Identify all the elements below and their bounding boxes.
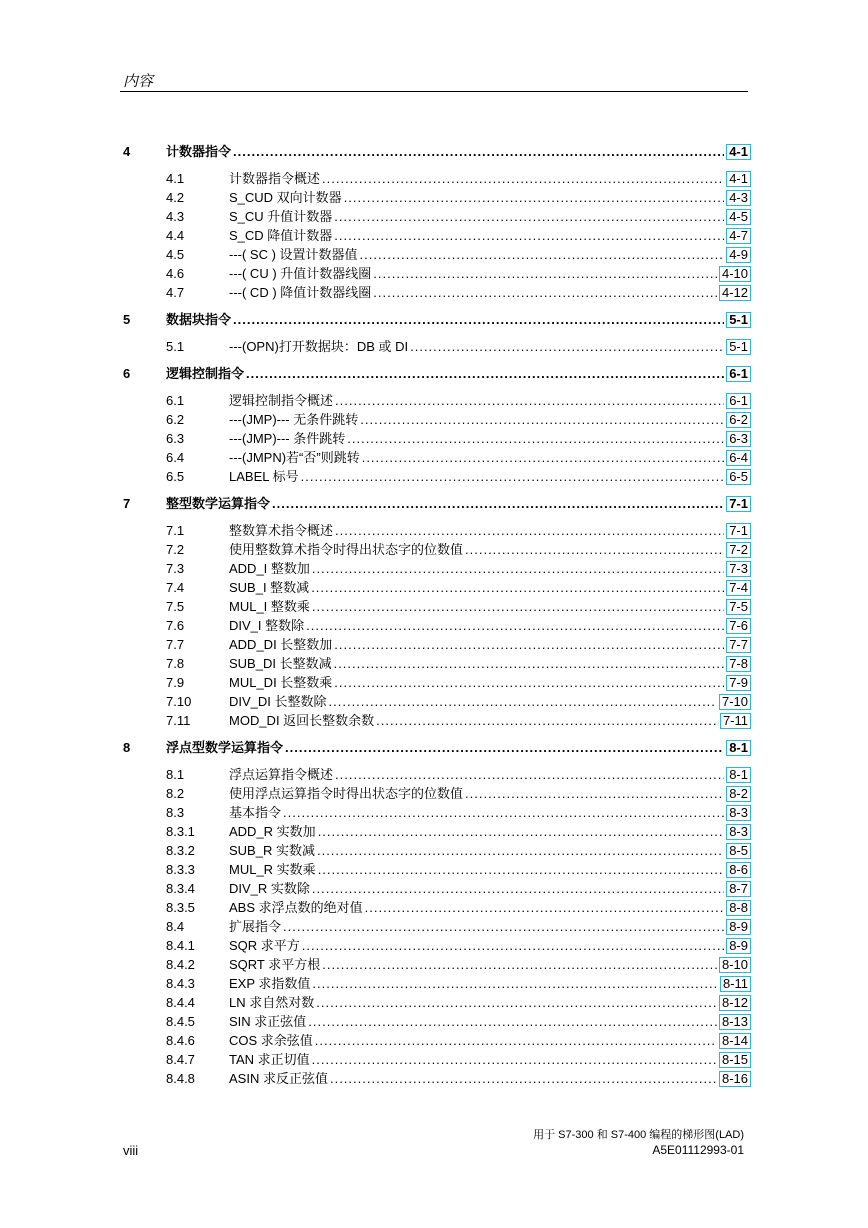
toc-entry-title: ---(JMP)--- 无条件跳转 bbox=[229, 412, 359, 427]
toc-dot-leader bbox=[373, 264, 717, 283]
toc-section-entry[interactable] bbox=[123, 410, 751, 429]
toc-entry-number: 8.3.4 bbox=[166, 881, 195, 896]
toc-chapter-entry[interactable] bbox=[123, 364, 751, 383]
toc-entry-title: MUL_I 整数乘 bbox=[229, 599, 310, 614]
toc-section-entry[interactable] bbox=[123, 1031, 751, 1050]
toc-page-link[interactable]: 7-9 bbox=[726, 675, 751, 691]
toc-section-entry[interactable] bbox=[123, 803, 751, 822]
toc-entry-number: 6.4 bbox=[166, 450, 185, 465]
toc-page-link[interactable]: 7-8 bbox=[726, 656, 751, 672]
toc-entry-number: 6.3 bbox=[166, 431, 185, 446]
toc-entry-number: 8.3.3 bbox=[166, 862, 195, 877]
toc-dot-leader bbox=[312, 1050, 717, 1069]
toc-dot-leader bbox=[365, 898, 725, 917]
toc-section-entry[interactable] bbox=[123, 765, 751, 784]
toc-entry-title: 使用浮点运算指令时得出状态字的位数值 bbox=[229, 786, 464, 801]
toc-section-entry[interactable] bbox=[123, 337, 751, 356]
toc-entry-title: S_CUD 双向计数器 bbox=[229, 190, 342, 205]
toc-entry-number: 8.4.5 bbox=[166, 1014, 195, 1029]
toc-entry-title: ---(JMPN)若“否”则跳转 bbox=[229, 450, 360, 465]
toc-section-entry[interactable] bbox=[123, 540, 751, 559]
toc-entry-title: MOD_DI 返回长整数余数 bbox=[229, 713, 375, 728]
toc-entry-number: 7.8 bbox=[166, 656, 185, 671]
toc-entry-number: 4.6 bbox=[166, 266, 185, 281]
toc-page-link[interactable]: 8-15 bbox=[719, 1052, 751, 1068]
toc-dot-leader bbox=[376, 711, 718, 730]
toc-section-entry[interactable] bbox=[123, 993, 751, 1012]
toc-dot-leader bbox=[283, 803, 724, 822]
toc-entry-title: S_CU 升值计数器 bbox=[229, 209, 333, 224]
toc-dot-leader bbox=[373, 283, 717, 302]
toc-dot-leader bbox=[302, 936, 724, 955]
toc-entry-title: ---( CU ) 升值计数器线圈 bbox=[229, 266, 372, 281]
toc-entry-title: DIV_DI 长整数除 bbox=[229, 694, 327, 709]
toc-section-entry[interactable] bbox=[123, 654, 751, 673]
toc-entry-title: 扩展指令 bbox=[229, 919, 282, 934]
toc-section-entry[interactable] bbox=[123, 860, 751, 879]
toc-section-entry[interactable] bbox=[123, 692, 751, 711]
toc-entry-number: 4.5 bbox=[166, 247, 185, 262]
toc-entry-number: 4 bbox=[123, 144, 131, 159]
toc-entry-title: S_CD 降值计数器 bbox=[229, 228, 333, 243]
toc-page-link[interactable]: 6-1 bbox=[726, 393, 751, 409]
toc-section-entry[interactable] bbox=[123, 917, 751, 936]
toc-dot-leader bbox=[334, 673, 724, 692]
toc-dot-leader bbox=[246, 364, 724, 383]
toc-entry-title: ---(OPN)打开数据块：DB 或 DI bbox=[229, 339, 409, 354]
toc-page-link[interactable]: 4-12 bbox=[719, 285, 751, 301]
toc-entry-number: 4.3 bbox=[166, 209, 185, 224]
toc-entry-title: SUB_DI 长整数减 bbox=[229, 656, 332, 671]
toc-entry-number: 4.7 bbox=[166, 285, 185, 300]
toc-section-entry[interactable] bbox=[123, 226, 751, 245]
toc-entry-title: 逻辑控制指令概述 bbox=[229, 393, 334, 408]
toc-entry-number: 7.7 bbox=[166, 637, 185, 652]
toc-page-link[interactable]: 7-1 bbox=[726, 496, 751, 512]
toc-entry-title: ADD_R 实数加 bbox=[229, 824, 316, 839]
toc-entry-number: 7.10 bbox=[166, 694, 192, 709]
toc-section-entry[interactable] bbox=[123, 429, 751, 448]
toc-entry-number: 8.4.4 bbox=[166, 995, 195, 1010]
toc-entry-number: 4.2 bbox=[166, 190, 185, 205]
toc-dot-leader bbox=[272, 494, 724, 513]
toc-entry-number: 5 bbox=[123, 312, 131, 327]
toc-dot-leader bbox=[322, 169, 724, 188]
toc-page-link[interactable]: 7-6 bbox=[726, 618, 751, 634]
toc-page-link[interactable]: 8-16 bbox=[719, 1071, 751, 1087]
toc-page-link[interactable]: 8-3 bbox=[726, 805, 751, 821]
toc-dot-leader bbox=[335, 391, 724, 410]
toc-section-entry[interactable] bbox=[123, 169, 751, 188]
toc-page-link[interactable]: 8-9 bbox=[726, 938, 751, 954]
toc-page-link[interactable]: 4-1 bbox=[726, 144, 751, 160]
header-rule bbox=[120, 91, 748, 92]
toc-page-link[interactable]: 8-5 bbox=[726, 843, 751, 859]
toc-entry-title: 使用整数算术指令时得出状态字的位数值 bbox=[229, 542, 464, 557]
toc-entry-number: 7.5 bbox=[166, 599, 185, 614]
toc-dot-leader bbox=[316, 993, 717, 1012]
toc-entry-number: 8.3.5 bbox=[166, 900, 195, 915]
toc-entry-title: LABEL 标号 bbox=[229, 469, 299, 484]
toc-page-link[interactable]: 7-10 bbox=[719, 694, 751, 710]
toc-section-entry[interactable] bbox=[123, 245, 751, 264]
toc-dot-leader bbox=[306, 616, 724, 635]
toc-entry-title: MUL_DI 长整数乘 bbox=[229, 675, 333, 690]
toc-entry-number: 4.1 bbox=[166, 171, 185, 186]
toc-page-link[interactable]: 4-7 bbox=[726, 228, 751, 244]
toc-dot-leader bbox=[362, 448, 725, 467]
toc-page-link[interactable]: 5-1 bbox=[726, 312, 751, 328]
toc-page-link[interactable]: 8-9 bbox=[726, 919, 751, 935]
toc-entry-number: 7 bbox=[123, 496, 131, 511]
toc-page-link[interactable]: 7-1 bbox=[726, 523, 751, 539]
toc-section-entry[interactable] bbox=[123, 898, 751, 917]
toc-page-link[interactable]: 7-11 bbox=[720, 713, 751, 729]
toc-chapter-entry[interactable] bbox=[123, 494, 751, 513]
toc-entry-number: 7.4 bbox=[166, 580, 185, 595]
toc-dot-leader bbox=[360, 245, 725, 264]
toc-page-link[interactable]: 7-3 bbox=[726, 561, 751, 577]
toc-section-entry[interactable] bbox=[123, 597, 751, 616]
toc-entry-number: 7.9 bbox=[166, 675, 185, 690]
toc-entry-number: 6.1 bbox=[166, 393, 185, 408]
toc-entry-title: 浮点运算指令概述 bbox=[229, 767, 334, 782]
toc-page-link[interactable]: 8-1 bbox=[726, 767, 751, 783]
footer-manual-title: 用于 S7-300 和 S7-400 编程的梯形图(LAD) bbox=[533, 1129, 744, 1141]
toc-entry-number: 8.4.6 bbox=[166, 1033, 195, 1048]
toc-section-entry[interactable] bbox=[123, 879, 751, 898]
toc-page-link[interactable]: 6-4 bbox=[726, 450, 751, 466]
toc-entry-title: 逻辑控制指令 bbox=[166, 366, 245, 381]
toc-entry-title: SQRT 求平方根 bbox=[229, 957, 321, 972]
toc-entry-number: 8.4.1 bbox=[166, 938, 195, 953]
toc-section-entry[interactable] bbox=[123, 264, 751, 283]
toc-page-link[interactable]: 8-12 bbox=[719, 995, 751, 1011]
toc-dot-leader bbox=[334, 207, 724, 226]
toc-dot-leader bbox=[317, 841, 724, 860]
toc-entry-number: 7.3 bbox=[166, 561, 185, 576]
toc-dot-leader bbox=[335, 521, 724, 540]
toc-section-entry[interactable] bbox=[123, 467, 751, 486]
toc-page-link[interactable]: 6-1 bbox=[726, 366, 751, 382]
toc-dot-leader bbox=[334, 654, 725, 673]
toc-entry-number: 8 bbox=[123, 740, 131, 755]
toc-dot-leader bbox=[315, 1031, 717, 1050]
toc-dot-leader bbox=[410, 337, 724, 356]
toc-page-link[interactable]: 8-1 bbox=[726, 740, 751, 756]
toc-section-entry[interactable] bbox=[123, 841, 751, 860]
toc-section-entry[interactable] bbox=[123, 673, 751, 692]
toc-dot-leader bbox=[330, 1069, 717, 1088]
toc-entry-title: SUB_I 整数减 bbox=[229, 580, 310, 595]
toc-dot-leader bbox=[334, 226, 724, 245]
toc-page-link[interactable]: 6-2 bbox=[726, 412, 751, 428]
toc-section-entry[interactable] bbox=[123, 936, 751, 955]
toc-entry-title: SQR 求平方 bbox=[229, 938, 300, 953]
toc-page-link[interactable]: 7-5 bbox=[726, 599, 751, 615]
toc-dot-leader bbox=[308, 1012, 717, 1031]
toc-entry-title: LN 求自然对数 bbox=[229, 995, 315, 1010]
toc-page-link[interactable]: 8-6 bbox=[726, 862, 751, 878]
toc-section-entry[interactable] bbox=[123, 559, 751, 578]
toc-dot-leader bbox=[283, 917, 724, 936]
toc-page-link[interactable]: 4-3 bbox=[726, 190, 751, 206]
toc-section-entry[interactable] bbox=[123, 188, 751, 207]
toc-entry-title: ---( CD ) 降值计数器线圈 bbox=[229, 285, 372, 300]
toc-entry-number: 8.3.2 bbox=[166, 843, 195, 858]
toc-section-entry[interactable] bbox=[123, 955, 751, 974]
toc-page-link[interactable]: 8-10 bbox=[719, 957, 751, 973]
toc-section-entry[interactable] bbox=[123, 578, 751, 597]
toc-dot-leader bbox=[233, 142, 724, 161]
toc-entry-number: 5.1 bbox=[166, 339, 185, 354]
toc-section-entry[interactable] bbox=[123, 822, 751, 841]
toc-page-link[interactable]: 8-11 bbox=[720, 976, 751, 992]
toc-entry-number: 8.3 bbox=[166, 805, 185, 820]
toc-entry-number: 8.4 bbox=[166, 919, 185, 934]
toc-page-link[interactable]: 8-14 bbox=[719, 1033, 751, 1049]
toc-page-link[interactable]: 8-13 bbox=[719, 1014, 751, 1030]
toc-section-entry[interactable] bbox=[123, 616, 751, 635]
toc-page-link[interactable]: 6-3 bbox=[726, 431, 751, 447]
toc-entry-number: 8.4.8 bbox=[166, 1071, 195, 1086]
toc-section-entry[interactable] bbox=[123, 1012, 751, 1031]
toc-entry-title: 计数器指令概述 bbox=[229, 171, 321, 186]
toc-page-link[interactable]: 8-3 bbox=[726, 824, 751, 840]
toc-page-link[interactable]: 7-7 bbox=[726, 637, 751, 653]
toc-dot-leader bbox=[344, 188, 725, 207]
toc-section-entry[interactable] bbox=[123, 448, 751, 467]
toc-entry-title: 整数算术指令概述 bbox=[229, 523, 334, 538]
toc-section-entry[interactable] bbox=[123, 711, 751, 730]
toc-entry-number: 7.6 bbox=[166, 618, 185, 633]
toc-dot-leader bbox=[318, 860, 725, 879]
toc-entry-number: 6.5 bbox=[166, 469, 185, 484]
toc-section-entry[interactable] bbox=[123, 283, 751, 302]
toc-dot-leader bbox=[334, 635, 724, 654]
toc-entry-title: ---(JMP)--- 条件跳转 bbox=[229, 431, 346, 446]
toc-entry-title: SIN 求正弦值 bbox=[229, 1014, 307, 1029]
toc-dot-leader bbox=[312, 879, 724, 898]
toc-entry-title: DIV_R 实数除 bbox=[229, 881, 310, 896]
footer-doc-code: A5E01112993-01 bbox=[652, 1143, 744, 1157]
toc-entry-title: 基本指令 bbox=[229, 805, 282, 820]
toc-page-link[interactable]: 7-4 bbox=[726, 580, 751, 596]
toc-dot-leader bbox=[311, 578, 724, 597]
running-header-title: 内容 bbox=[123, 74, 154, 90]
toc-section-entry[interactable] bbox=[123, 391, 751, 410]
toc-entry-number: 7.11 bbox=[166, 713, 191, 728]
toc-chapter-entry[interactable] bbox=[123, 310, 751, 329]
toc-section-entry[interactable] bbox=[123, 521, 751, 540]
toc-entry-title: COS 求余弦值 bbox=[229, 1033, 313, 1048]
toc-entry-number: 8.4.3 bbox=[166, 976, 195, 991]
toc-entry-number: 6.2 bbox=[166, 412, 185, 427]
toc-dot-leader bbox=[360, 410, 724, 429]
toc-entry-title: 数据块指令 bbox=[166, 312, 232, 327]
toc-section-entry[interactable] bbox=[123, 207, 751, 226]
toc-page-link[interactable]: 8-8 bbox=[726, 900, 751, 916]
toc-entry-title: 计数器指令 bbox=[166, 144, 232, 159]
toc-page-link[interactable]: 5-1 bbox=[726, 339, 751, 355]
toc-entry-number: 8.4.7 bbox=[166, 1052, 195, 1067]
toc-entry-title: ASIN 求反正弦值 bbox=[229, 1071, 328, 1086]
toc-entry-number: 8.1 bbox=[166, 767, 185, 782]
toc-entry-title: 整型数学运算指令 bbox=[166, 496, 271, 511]
toc-section-entry[interactable] bbox=[123, 784, 751, 803]
toc-entry-number: 4.4 bbox=[166, 228, 185, 243]
toc-page-link[interactable]: 4-10 bbox=[719, 266, 751, 282]
toc-page-link[interactable]: 4-1 bbox=[726, 171, 751, 187]
toc-entry-number: 8.3.1 bbox=[166, 824, 195, 839]
toc-page-link[interactable]: 6-5 bbox=[726, 469, 751, 485]
toc-entry-title: EXP 求指数值 bbox=[229, 976, 311, 991]
toc-dot-leader bbox=[329, 692, 717, 711]
toc-dot-leader bbox=[301, 467, 725, 486]
toc-entry-number: 7.2 bbox=[166, 542, 185, 557]
toc-chapter-entry[interactable] bbox=[123, 142, 751, 161]
toc-entry-title: 浮点型数学运算指令 bbox=[166, 740, 284, 755]
toc-entry-title: ABS 求浮点数的绝对值 bbox=[229, 900, 363, 915]
toc-dot-leader bbox=[465, 784, 724, 803]
toc-section-entry[interactable] bbox=[123, 974, 751, 993]
toc-dot-leader bbox=[312, 974, 718, 993]
toc-page-link[interactable]: 8-7 bbox=[726, 881, 751, 897]
toc-dot-leader bbox=[312, 597, 724, 616]
toc-dot-leader bbox=[465, 540, 724, 559]
toc-entry-title: TAN 求正切值 bbox=[229, 1052, 310, 1067]
toc-entry-number: 7.1 bbox=[166, 523, 185, 538]
toc-entry-number: 8.2 bbox=[166, 786, 185, 801]
toc-entry-title: DIV_I 整数除 bbox=[229, 618, 305, 633]
toc-dot-leader bbox=[285, 738, 724, 757]
toc-page-link[interactable]: 4-5 bbox=[726, 209, 751, 225]
toc-section-entry[interactable] bbox=[123, 635, 751, 654]
toc-entry-title: ADD_DI 长整数加 bbox=[229, 637, 333, 652]
toc-entry-title: ---( SC ) 设置计数器值 bbox=[229, 247, 358, 262]
toc-section-entry[interactable] bbox=[123, 1050, 751, 1069]
toc-dot-leader bbox=[322, 955, 717, 974]
toc-entry-number: 6 bbox=[123, 366, 131, 381]
toc-dot-leader bbox=[233, 310, 724, 329]
toc-dot-leader bbox=[312, 559, 724, 578]
toc-dot-leader bbox=[347, 429, 724, 448]
toc-section-entry[interactable] bbox=[123, 1069, 751, 1088]
toc-dot-leader bbox=[318, 822, 725, 841]
toc-entry-number: 8.4.2 bbox=[166, 957, 195, 972]
toc-chapter-entry[interactable] bbox=[123, 738, 751, 757]
toc-page-link[interactable]: 4-9 bbox=[726, 247, 751, 263]
toc-page-link[interactable]: 7-2 bbox=[726, 542, 751, 558]
footer-page-number: viii bbox=[123, 1143, 139, 1158]
toc-entry-title: SUB_R 实数减 bbox=[229, 843, 315, 858]
toc-page-link[interactable]: 8-2 bbox=[726, 786, 751, 802]
toc-entry-title: MUL_R 实数乘 bbox=[229, 862, 316, 877]
toc-entry-title: ADD_I 整数加 bbox=[229, 561, 310, 576]
toc-dot-leader bbox=[335, 765, 724, 784]
